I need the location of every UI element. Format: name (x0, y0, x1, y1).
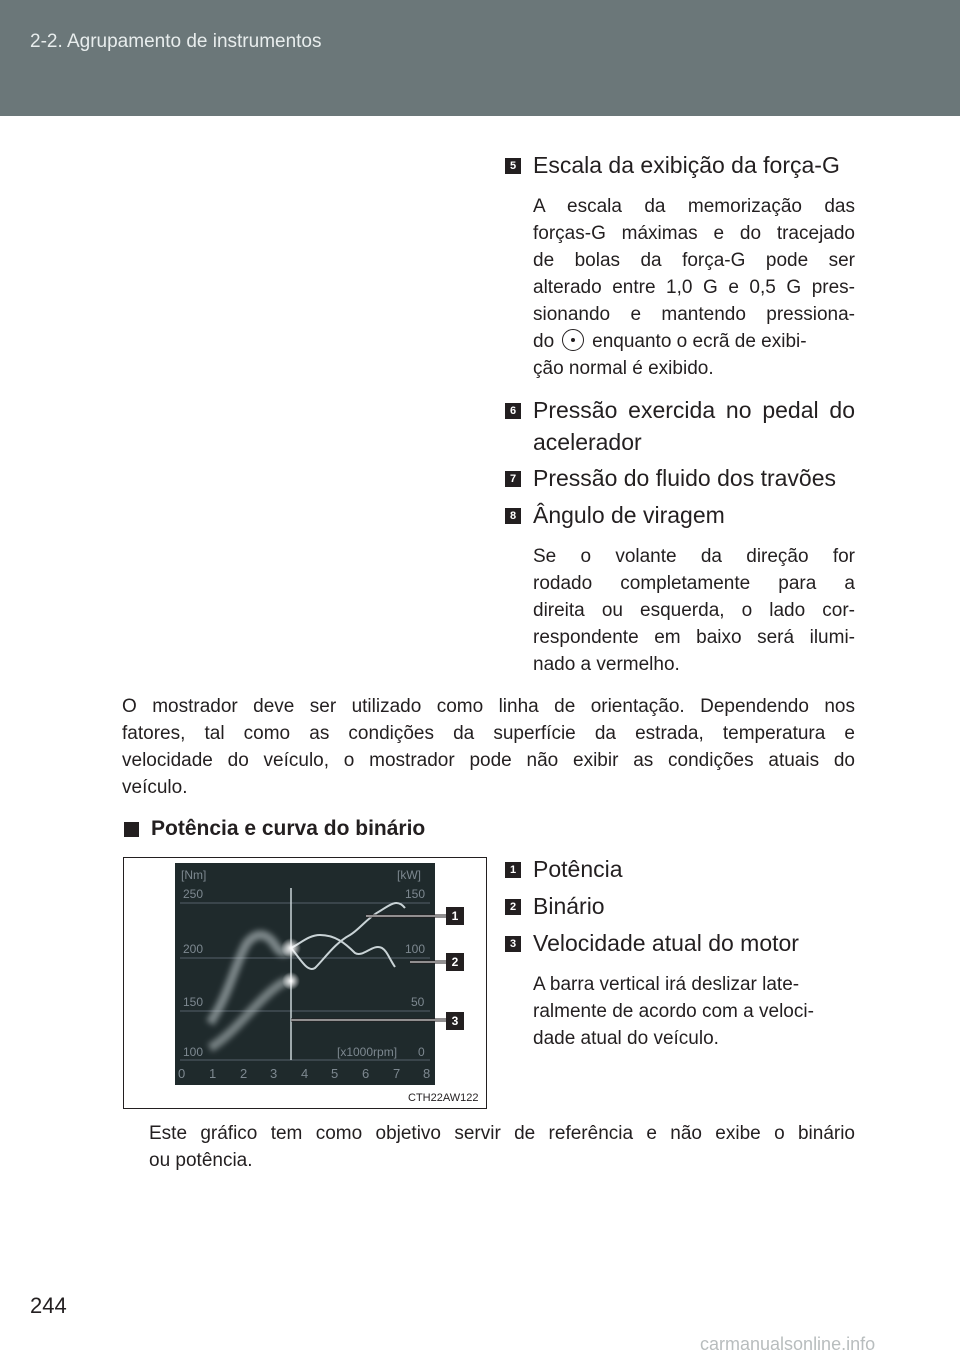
x-tick-label: 5 (331, 1066, 339, 1081)
desc-line: direita ou esquerda, o lado cor- (533, 600, 855, 621)
desc-line: nado a vermelho. (533, 654, 680, 675)
right-tick-label: 100 (405, 942, 426, 956)
desc-line: A escala da memorização das (533, 196, 855, 217)
left-tick-label: 200 (183, 942, 204, 956)
item-title-line: acelerador (533, 429, 642, 455)
left-tick-label: 100 (183, 1045, 204, 1059)
callout-3: 3 (446, 1012, 464, 1030)
callout-2: 2 (446, 953, 464, 971)
desc-text: enquanto o ecrã de exibi- (592, 331, 807, 352)
item-title: Velocidade atual do motor (533, 930, 799, 956)
item-title: Pressão do fluido dos travões (533, 465, 837, 491)
para-line: O mostrador deve ser utilizado como linha de orientação. Dependendo nos (122, 696, 855, 717)
subheading-text: Potência e curva do binário (151, 817, 426, 840)
item-title: Escala da exibição da força-G (533, 152, 840, 178)
callout-1: 1 (446, 907, 464, 925)
item-number-badge: 5 (505, 158, 521, 174)
desc-line: ção normal é exibido. (533, 358, 714, 379)
desc-line: sionando e mantendo pressiona- (533, 304, 855, 325)
item-1 (505, 853, 855, 885)
page-number: 244 (30, 1293, 67, 1318)
item-number-badge: 2 (505, 899, 521, 915)
desc-line: alterado entre 1,0 G e 0,5 G pres- (533, 277, 855, 298)
x-tick-label: 1 (209, 1066, 217, 1081)
left-tick-label: 250 (183, 887, 204, 901)
desc-text: do (533, 331, 555, 352)
item-title: Ângulo de viragem (533, 502, 725, 528)
right-tick-label: 0 (418, 1045, 425, 1059)
item-number-badge: 3 (505, 936, 521, 952)
unit-x-label: [x1000rpm] (337, 1045, 398, 1059)
para-line: veículo. (122, 777, 188, 798)
figure-id: CTH22AW122 (408, 1092, 479, 1104)
desc-line: ralmente de acordo com a veloci- (533, 1001, 814, 1022)
item-title-line: Pressão exercida no pedal do (533, 397, 855, 423)
para-line: Este gráfico tem como objetivo servir de referência e não exibe o binário (149, 1123, 855, 1144)
item-2 (505, 890, 855, 922)
section-title: 2-2. Agrupamento de instrumentos (30, 31, 322, 52)
x-tick-label: 7 (393, 1066, 401, 1081)
desc-line: A barra vertical irá deslizar late- (533, 974, 800, 995)
left-tick-label: 150 (183, 995, 204, 1009)
note-paragraph (149, 1120, 855, 1174)
item-title: Potência (533, 856, 623, 882)
para-line: fatores, tal como as condições da superfície da estrada, temperatura e (122, 723, 855, 744)
desc-line: forças-G máximas e do tracejado (533, 223, 855, 244)
x-tick-label: 3 (270, 1066, 278, 1081)
x-tick-label: 0 (178, 1066, 186, 1081)
desc-line: de bolas da força-G pode ser (533, 250, 855, 271)
desc-line: respondente em baixo será ilumi- (533, 627, 855, 648)
x-tick-label: 2 (240, 1066, 248, 1081)
item-title: Binário (533, 893, 605, 919)
item-3-description (533, 971, 855, 1052)
x-tick-label: 8 (423, 1066, 431, 1081)
para-line: ou potência. (149, 1150, 253, 1171)
right-tick-label: 50 (411, 995, 425, 1009)
x-tick-label: 6 (362, 1066, 370, 1081)
unit-left-label: [Nm] (181, 868, 207, 882)
unit-right-label: [kW] (397, 868, 421, 882)
item-number-badge: 8 (505, 508, 521, 524)
desc-line: dade atual do veículo. (533, 1028, 719, 1049)
right-tick-label: 150 (405, 887, 426, 901)
item-number-badge: 6 (505, 403, 521, 419)
item-number-badge: 1 (505, 862, 521, 878)
item-3 (505, 927, 855, 959)
watermark-link[interactable]: carmanualsonline.info (700, 1334, 876, 1354)
desc-line: Se o volante da direção for (533, 546, 855, 567)
x-tick-label: 4 (301, 1066, 309, 1081)
item-number-badge: 7 (505, 471, 521, 487)
desc-line: rodado completamente para a (533, 573, 855, 594)
para-line: velocidade do veículo, o mostrador pode não exibir as condições atuais do (122, 750, 855, 771)
